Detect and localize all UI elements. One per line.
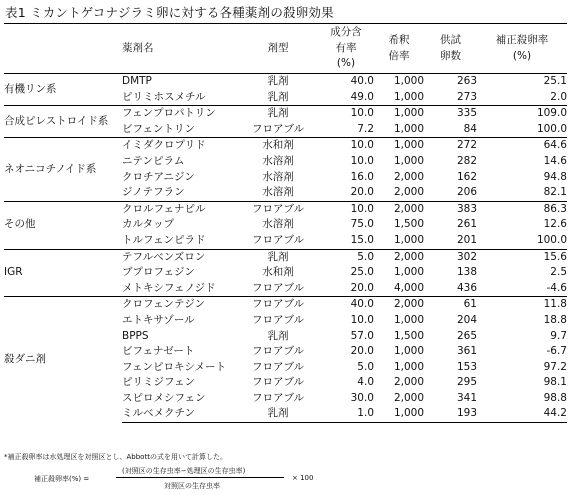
- group-label: 有機リン系: [4, 82, 57, 95]
- pesticide-name: トルフェンピラド: [122, 233, 206, 246]
- pesticide-name: クロフェンテジン: [122, 297, 238, 313]
- group-label: その他: [4, 201, 122, 249]
- pesticide-name: ジノテフラン: [122, 186, 185, 199]
- pesticide-name: フェンプロパトリン: [122, 106, 238, 122]
- formulation: 乳剤: [267, 329, 289, 342]
- pesticide-name: ビフェナゼート: [122, 345, 195, 358]
- formulation: 水和剤: [238, 138, 318, 154]
- header-dilution: 希釈 倍率: [374, 24, 424, 74]
- egg-count-cell: 273: [456, 90, 477, 103]
- table-row: [4, 249, 567, 265]
- mortality-cell: -6.7: [546, 345, 567, 358]
- formula-denominator: 対照区の生存虫率: [164, 482, 220, 490]
- header-form: 剤型: [238, 24, 318, 74]
- content-cell: 75.0: [350, 218, 374, 231]
- pesticide-name: クロチアニジン: [122, 170, 195, 183]
- formulation: 乳剤: [238, 106, 318, 122]
- egg-count-cell: 436: [456, 281, 477, 294]
- header-content: 成分含 有率 (%): [318, 24, 374, 74]
- mortality-cell: 94.8: [543, 170, 567, 183]
- pesticide-name: イミダクロプリド: [122, 138, 238, 154]
- pesticide-name: クロルフェナピル: [122, 201, 238, 217]
- formulation: フロアブル: [251, 233, 305, 246]
- egg-count-cell: 341: [456, 391, 477, 404]
- mortality-cell: 2.5: [550, 266, 567, 279]
- table-row: [4, 201, 567, 217]
- mortality-cell: 18.8: [543, 313, 567, 326]
- dilution-cell: 1,000: [374, 138, 424, 154]
- table-title: 表1 ミカントゲコナジラミ卵に対する各種薬剤の殺卵効果: [5, 5, 334, 20]
- dilution-cell: 2,000: [393, 376, 424, 389]
- group-label: IGR: [4, 249, 122, 297]
- mortality-cell: 44.2: [477, 406, 567, 422]
- egg-count-cell: 272: [424, 138, 477, 154]
- header-row: [4, 24, 567, 74]
- dilution-cell: 1,500: [393, 218, 424, 231]
- content-cell: 10.0: [318, 201, 374, 217]
- mortality-cell: 64.6: [477, 138, 567, 154]
- mortality-cell: 97.2: [543, 360, 567, 373]
- mortality-cell: 11.8: [477, 297, 567, 313]
- content-cell: 30.0: [350, 391, 374, 404]
- egg-count-cell: 153: [456, 360, 477, 373]
- group-label: ネオニコチノイド系: [4, 138, 122, 201]
- formula-multiplier: × 100: [292, 474, 314, 482]
- formulation: 乳剤: [238, 249, 318, 265]
- abbott-formula: [30, 466, 550, 494]
- content-cell: 57.0: [350, 329, 374, 342]
- dilution-cell: 1,500: [393, 329, 424, 342]
- formulation: フロアブル: [238, 297, 318, 313]
- table-row: [4, 74, 567, 90]
- egg-count-cell: 361: [456, 345, 477, 358]
- mortality-cell: 82.1: [543, 186, 567, 199]
- content-cell: 20.0: [350, 186, 374, 199]
- formulation: 水溶剤: [262, 186, 294, 199]
- formulation: フロアブル: [251, 313, 305, 326]
- dilution-cell: 1,000: [393, 313, 424, 326]
- content-cell: 7.2: [357, 122, 374, 135]
- table-body: [4, 74, 567, 423]
- dilution-cell: 1,000: [393, 360, 424, 373]
- table-row: [4, 297, 567, 313]
- formulation: 水和剤: [262, 266, 294, 279]
- pesticide-name: ピリミジフェン: [122, 376, 195, 389]
- egg-count-cell: 201: [456, 233, 477, 246]
- pesticide-name: ブプロフェジン: [122, 266, 195, 279]
- header-name: 薬剤名: [122, 24, 238, 74]
- formulation: フロアブル: [251, 345, 305, 358]
- content-cell: 1.0: [318, 406, 374, 422]
- pesticide-name: ビフェントリン: [122, 122, 195, 135]
- formulation: 水溶剤: [262, 154, 294, 167]
- dilution-cell: 1,000: [393, 233, 424, 246]
- header-mortality: 補正殺卵率 (%): [477, 24, 567, 74]
- egg-count-cell: 335: [424, 106, 477, 122]
- formulation: フロアブル: [251, 391, 305, 404]
- content-cell: 16.0: [350, 170, 374, 183]
- dilution-cell: 1,000: [393, 122, 424, 135]
- pesticide-name: BPPS: [122, 329, 149, 342]
- formula-numerator: (対照区の生存虫率−処理区の生存虫率): [122, 467, 246, 475]
- egg-count-cell: 263: [456, 75, 477, 87]
- pesticide-name: メトキシフェノジド: [122, 281, 216, 294]
- formulation: フロアブル: [251, 360, 305, 373]
- footnote: *補正殺卵率は水処理区を対照区とし、Abbottの式を用いて計算した。: [4, 453, 227, 461]
- pesticide-name: ニテンピラム: [122, 154, 185, 167]
- group-label: 殺ダニ剤: [4, 297, 122, 423]
- formulation: フロアブル: [251, 281, 305, 294]
- pesticide-name: ピリミホスメチル: [122, 90, 206, 103]
- egg-count-cell: 61: [424, 297, 477, 313]
- group-label: 合成ピレストロイド系: [4, 106, 122, 138]
- content-cell: 5.0: [357, 360, 374, 373]
- mortality-cell: 109.0: [477, 106, 567, 122]
- egg-count-cell: 302: [424, 249, 477, 265]
- egg-count-cell: 193: [424, 406, 477, 422]
- egg-count-cell: 261: [456, 218, 477, 231]
- formulation: フロアブル: [251, 376, 305, 389]
- pesticide-name: フェンピロキシメート: [122, 360, 227, 373]
- content-cell: 5.0: [318, 249, 374, 265]
- fraction-bar: [116, 477, 284, 478]
- mortality-cell: 15.6: [477, 249, 567, 265]
- mortality-cell: 98.1: [543, 376, 567, 389]
- header-eggs: 供試 卵数: [424, 24, 477, 74]
- efficacy-table: [4, 23, 567, 423]
- egg-count-cell: 383: [424, 201, 477, 217]
- egg-count-cell: 282: [456, 154, 477, 167]
- pesticide-name: カルタップ: [122, 218, 175, 231]
- dilution-cell: 2,000: [393, 186, 424, 199]
- mortality-cell: 9.7: [550, 329, 567, 342]
- egg-count-cell: 265: [456, 329, 477, 342]
- formulation: 乳剤: [267, 75, 289, 87]
- pesticide-name: テフルベンズロン: [122, 249, 238, 265]
- egg-count-cell: 162: [456, 170, 477, 183]
- dilution-cell: 2,000: [374, 297, 424, 313]
- mortality-cell: 25.1: [543, 75, 567, 87]
- dilution-cell: 1,000: [393, 266, 424, 279]
- mortality-cell: 86.3: [477, 201, 567, 217]
- content-cell: 25.0: [350, 266, 374, 279]
- egg-count-cell: 295: [456, 376, 477, 389]
- dilution-cell: 2,000: [393, 170, 424, 183]
- egg-count-cell: 206: [456, 186, 477, 199]
- mortality-cell: 12.6: [543, 218, 567, 231]
- content-cell: 10.0: [318, 106, 374, 122]
- dilution-cell: 1,000: [393, 345, 424, 358]
- content-cell: 10.0: [350, 154, 374, 167]
- table-row: [4, 106, 567, 122]
- pesticide-name: DMTP: [122, 75, 152, 87]
- dilution-cell: 1,000: [393, 75, 424, 87]
- mortality-cell: 98.8: [543, 391, 567, 404]
- content-cell: 49.0: [350, 90, 374, 103]
- dilution-cell: 1,000: [374, 106, 424, 122]
- egg-count-cell: 84: [463, 122, 477, 135]
- formulation: フロアブル: [238, 201, 318, 217]
- formula-label: 補正殺卵率(%) =: [34, 475, 90, 483]
- egg-count-cell: 138: [456, 266, 477, 279]
- dilution-cell: 1,000: [374, 406, 424, 422]
- formulation: フロアブル: [251, 122, 305, 135]
- mortality-cell: 14.6: [543, 154, 567, 167]
- dilution-cell: 1,000: [393, 90, 424, 103]
- content-cell: 40.0: [318, 297, 374, 313]
- table-row: [4, 138, 567, 154]
- pesticide-name: スピロメシフェン: [122, 391, 206, 404]
- dilution-cell: 2,000: [374, 201, 424, 217]
- formulation: 乳剤: [238, 406, 318, 422]
- mortality-cell: -4.6: [546, 281, 567, 294]
- mortality-cell: 2.0: [550, 90, 567, 103]
- content-cell: 4.0: [357, 376, 374, 389]
- mortality-cell: 100.0: [536, 233, 567, 246]
- dilution-cell: 2,000: [374, 249, 424, 265]
- content-cell: 20.0: [350, 345, 374, 358]
- formulation: 水溶剤: [262, 170, 294, 183]
- content-cell: 20.0: [350, 281, 374, 294]
- dilution-cell: 2,000: [393, 391, 424, 404]
- pesticide-name: ミルベメクチン: [122, 406, 238, 422]
- dilution-cell: 4,000: [393, 281, 424, 294]
- content-cell: 10.0: [350, 313, 374, 326]
- content-cell: 15.0: [350, 233, 374, 246]
- formulation: 水溶剤: [262, 218, 294, 231]
- formulation: 乳剤: [267, 90, 289, 103]
- header-group: [4, 24, 122, 74]
- pesticide-name: エトキサゾール: [122, 313, 195, 326]
- mortality-cell: 100.0: [536, 122, 567, 135]
- content-cell: 40.0: [350, 75, 374, 87]
- dilution-cell: 1,000: [393, 154, 424, 167]
- egg-count-cell: 204: [456, 313, 477, 326]
- content-cell: 10.0: [318, 138, 374, 154]
